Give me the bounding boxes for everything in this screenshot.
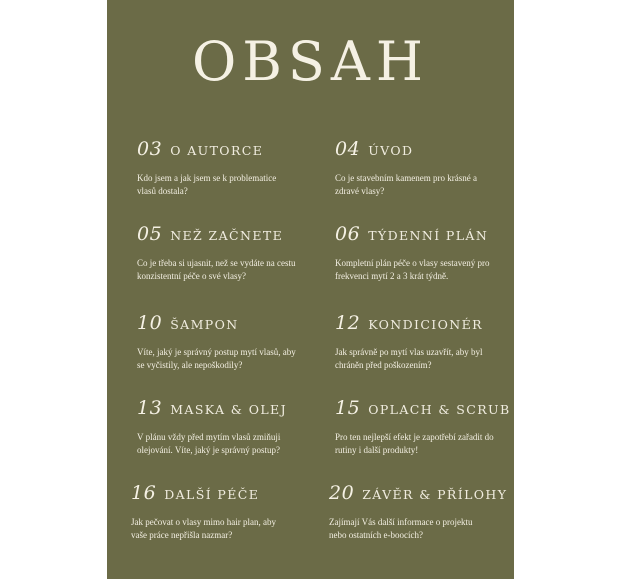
section-heading: MASKA & OLEJ [170,402,287,417]
contents-page [107,0,514,579]
section-heading: DALŠÍ PÉČE [164,487,260,502]
section-heading: ÚVOD [368,143,414,158]
section-description: Pro ten nejlepší efekt je zapotřebí zařadit do rutiny i další produkty! [335,432,494,455]
toc-entry-dalsi-pece[interactable] [131,482,311,542]
page-number: 16 [131,482,157,504]
section-description: Co je stavebním kamenem pro krásné a zdravé vlasy? [335,173,477,196]
page-number: 05 [137,223,163,245]
toc-entry-sampon[interactable] [137,312,317,372]
toc-entry-tydenni-plan[interactable] [335,223,515,283]
toc-entry-kondicioner[interactable] [335,312,515,372]
section-description: Zajímají Vás další informace o projektu nebo ostatních e-boocích? [329,517,473,540]
toc-entry-head [137,312,317,336]
section-description: Jak pečovat o vlasy mimo hair plan, aby vaše práce nepřišla nazmar? [131,517,276,540]
page-title: OBSAH [191,30,430,93]
section-heading: O AUTORCE [170,143,264,158]
section-description: Co je třeba si ujasnit, než se vydáte na cestu konzistentní péče o své vlasy? [137,258,296,281]
section-heading: ŠAMPON [170,317,239,332]
section-description: V plánu vždy před mytím vlasů zmiňuji olejování. Víte, jaký je správný postup? [137,432,281,455]
toc-entry-maska-olej[interactable] [137,397,317,457]
page-number: 06 [335,223,361,245]
toc-entry-head [335,223,515,247]
toc-entry-oplach-scrub[interactable] [335,397,515,457]
toc-entry-head [335,312,515,336]
toc-entry-nez-zacnete[interactable] [137,223,317,283]
section-heading: KONDICIONÉR [368,317,483,332]
toc-entry-head [137,223,317,247]
toc-entry-head [131,482,311,506]
section-description: Jak správně po mytí vlas uzavřít, aby byl chráněn před poškozením? [335,347,483,370]
page-number: 04 [335,138,361,160]
page-number: 12 [335,312,361,334]
toc-entry-head [335,397,515,421]
toc-entry-head [329,482,509,506]
page-number: 15 [335,397,361,419]
section-description: Kdo jsem a jak jsem se k problematice vlasů dostala? [137,173,277,196]
section-heading: ZÁVĚR & PŘÍLOHY [362,487,508,502]
toc-entry-zaver-prilohy[interactable] [329,482,509,542]
section-heading: OPLACH & SCRUB [368,402,511,417]
page-number: 03 [137,138,163,160]
section-description: Víte, jaký je správný postup mytí vlasů, aby se vyčistily, ale nepoškodily? [137,347,296,370]
page-number: 20 [329,482,355,504]
page-number: 10 [137,312,163,334]
toc-entry-head [137,397,317,421]
toc-entry-uvod[interactable] [335,138,515,198]
section-heading: TÝDENNÍ PLÁN [368,228,489,243]
toc-entry-head [137,138,317,162]
page-number: 13 [137,397,163,419]
section-heading: NEŽ ZAČNETE [170,228,284,243]
section-description: Kompletní plán péče o vlasy sestavený pro frekvenci mytí 2 a 3 krát týdně. [335,258,490,281]
toc-entry-head [335,138,515,162]
toc-entry-o-autorce[interactable] [137,138,317,198]
